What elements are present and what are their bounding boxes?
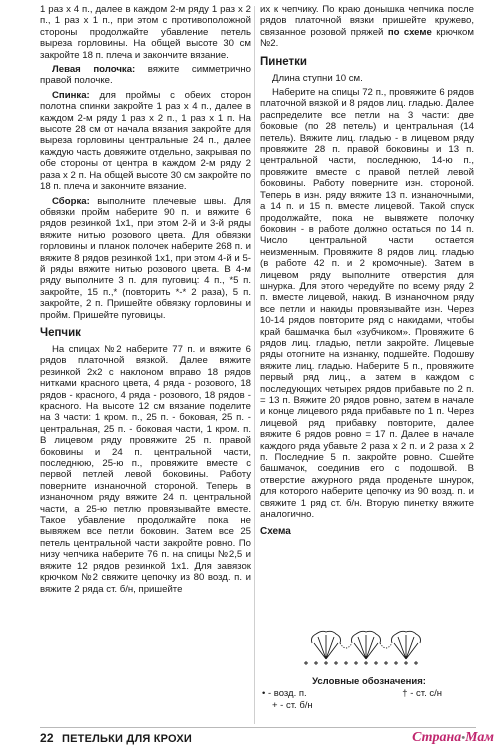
legend-row-1 <box>262 688 476 700</box>
left-column <box>40 4 251 598</box>
right-p1-text: их к чепчику. По краю донышка чепчика после рядов платочной вязки пришейте кружево, связанное розовой пряжей <box>260 4 474 38</box>
fan-motif-1 <box>312 631 341 659</box>
spinka-text: для проймы с обеих сторон полотна спинки закройте 1 раз х 4 п., далее в каждом 2-м ряду 1 раз х 2 п., 1 раз х 1 п. На высоте 28 см от начала вязания закройте для выреза горловины центральные 24 п., далее каждую часть довяжите отдельно, закрывая по обе стороны от центра в каждом 2-м ряду 2 раза х 2 п. На общей высоте 30 см закройте по 18 п. плеча и закончите вязание. <box>40 89 251 193</box>
fan-motif-3 <box>392 631 421 659</box>
spinka-paragraph <box>40 90 251 193</box>
pinetki-paragraph: Наберите на спицы 72 п., провяжите 6 рядов платочной вязкой и 8 рядов лиц. гладью. Далее распределите все петли на 3 части: две боковые (по 28 петель) и центральная (14 петель). Вяжите лиц. гладью - в лицевом ряду провяжите 28 п. правой боковины и 13 п. центральной части, последнюю, 14-ю п., провяжите вместе с правой петлей левой боковины. Работу поверните изн. стороной. Теперь в изн. ряду вяжите 13 п. изнаночными, а 14 п. и 15 п. вместе лицевой. Такой спуск продолжайте, пока не вывяжете полочку боковин - в работе должно остаться по 14 п. Число центральной части остается неизменным. Провяжите 8 рядов лиц. гладью (в работе 42 п. и 2 кромочные). Затем в лицевом ряду выполните отверстия для шнурка. Для этого чередуйте по всему ряду 2 п. вместе лицевой, накид. В изнаночном ряду все петли и накиды провязывайте изн. Через 10-14 рядов повторите ряд с накидами, чтобы край башмачка был «зубчиком». Провяжите 6 рядов лиц. гладью, петли закройте. Лицевые ряды отогните на изнанку, подшейте. Подошву вяжите лиц. гладью. Наберите 5 п., провяжите первый ряд лиц., а затем в каждом с последующих четырех рядов прибавьте по 2 п. = 13 п. Вяжите 20 рядов ровно, затем в начале и конце лицевого ряда прибавьте по 1 п. Через лицевой ряд прибавку повторите, далее вяжите 6 рядов ровно = 17 п. Далее в начале каждого ряда убавьте 2 раза х 2 п. и 2 раза х 2 п. Последние 5 п. закройте ровно. Сшейте башмачок, соединив его с подошвой. В отверстие ажурного ряда проденьте шнурок, для которого наберите цепочку из 90 возд. п. и свяжите 1 ряд ст. б/н. Вторую пинетку вяжите аналогично. <box>260 87 474 521</box>
legend-double-crochet: † - ст. с/н <box>402 688 442 699</box>
base-row-crosses <box>304 661 418 665</box>
scheme-label: Схема <box>260 526 291 538</box>
legend-title: Условные обозначения: <box>312 676 426 687</box>
fan-motif-2 <box>352 631 381 659</box>
page-footer <box>40 731 192 745</box>
left-polochka-paragraph <box>40 64 251 87</box>
left-paragraph-1: 1 раз х 4 п., далее в каждом 2-м ряду 1 раз х 2 п., 1 раз х 1 п., при этом с противоположной стороны продолжайте убавление петель выреза горловины. На общей высоте 30 см закройте 18 п. плеча и закончите вязание. <box>40 4 251 61</box>
legend-single-crochet: + - ст. б/н <box>272 700 313 711</box>
legend <box>262 676 476 712</box>
scheme-link-text: по схеме <box>387 26 432 38</box>
sborka-paragraph <box>40 196 251 321</box>
column-divider <box>254 6 255 724</box>
left-polochka-label: Левая полочка: <box>52 64 136 76</box>
lace-scheme-diagram <box>300 625 430 671</box>
pinetki-foot-length: Длина ступни 10 см. <box>272 72 363 84</box>
watermark-dot: • <box>461 732 466 744</box>
watermark-name: Страна <box>412 730 462 745</box>
left-polochka-text: вяжите симметрично правой полочке. <box>40 64 251 87</box>
spinka-label: Спинка: <box>52 89 90 101</box>
watermark-suffix: Мам <box>465 730 494 745</box>
right-paragraph-1 <box>260 4 474 50</box>
watermark-logo <box>412 730 494 746</box>
magazine-title: ПЕТЕЛЬКИ ДЛЯ КРОХИ <box>62 733 193 745</box>
chepchik-heading: Чепчик <box>40 326 81 339</box>
page-number: 22 <box>40 731 54 745</box>
pinetki-heading: Пинетки <box>260 55 307 68</box>
footer-rule <box>40 727 476 728</box>
right-p1-end: крючком №2. <box>260 26 474 50</box>
sborka-label: Сборка: <box>52 195 90 207</box>
chepchik-paragraph: На спицах №2 наберите 77 п. и вяжите 6 рядов платочной вязкой. Далее вяжите резинкой 2х2 с наклоном вправо 18 рядов нитками красного цвета, 4 ряда - розового, 18 рядов - красного, 4 ряда - розового, 18 рядов - красного. На высоте 12 см вязание поделите на 3 части: 1 кром. п., 25 п. - боковая, 25 п. - центральная, 25 п. - боковая части, 1 кром. п. В лицевом ряду провяжите 25 п. правой боковины и 24 п. центральной части, последнюю, 25-ю п., провяжите вместе с первой петлей левой боковины. Работу поверните изнаночной стороной. Теперь в изнаночном ряду вяжите 24 п. центральной части, а 25-ю петлю провязывайте вместе. Такое убавление продолжайте пока не вывяжем все петли боковин. Затем все 25 петель центральной части закройте ровно. По низу чепчика наберите 76 п. на спицы №2,5 и вяжите 12 рядов резинкой 1х1. Для завязок крючком №2 свяжите цепочку из 80 возд. п. и вяжите 2 ряда ст. б/н, пришейте <box>40 343 251 595</box>
sborka-text: выполните плечевые швы. Для обвязки пройм наберите 90 п. и вяжите 6 рядов резинкой 1х1, при этом 2-й и 3-й ряды вяжите нитью розового цвета. Для обвязки горловины и планок полочек наберите 268 п. и вяжите 8 рядов резинкой 1х1, при этом 4-й и 5-й ряды вяжите нитью розового цвета. В 4-м ряду выполните 3 п. для пуговиц: 4 п., *5 п. закройте, 15 п.,* (повторить *-* 2 раза), 5 п. закройте, 2 п. Пришейте обвязку горловины и пройм. Пришейте пуговицы. <box>40 195 251 321</box>
legend-chain-stitch: • - возд. п. <box>262 688 307 699</box>
right-column <box>260 4 474 538</box>
